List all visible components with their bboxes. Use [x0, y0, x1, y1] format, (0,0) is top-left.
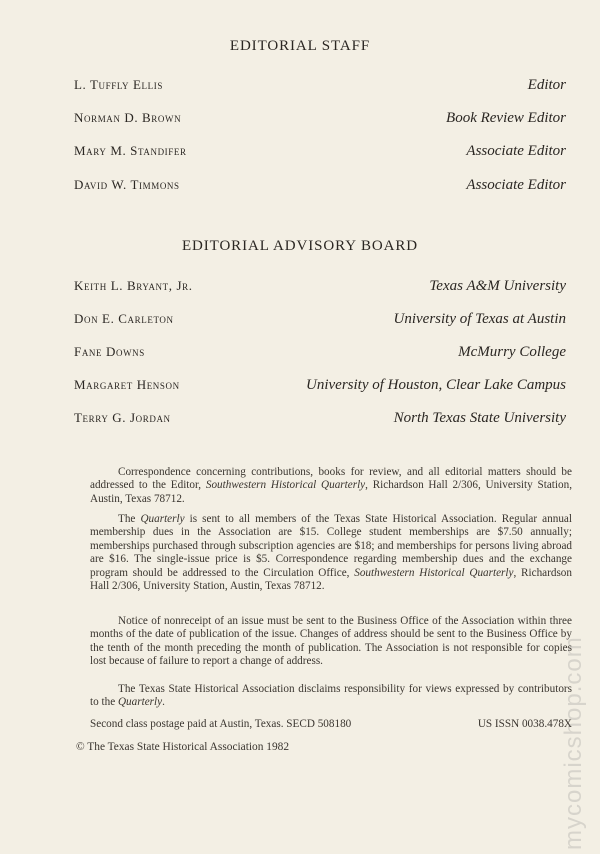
staff-name: Mary M. Standifer: [74, 143, 187, 158]
advisory-board-heading: EDITORIAL ADVISORY BOARD: [181, 238, 419, 254]
correspondence-paragraph: Correspondence concerning contributions, books for review, and all editorial matters should be addressed to the Editor, Southwestern Historical Quarterly, Richardson Hall 2/306, University Station, Austin, Texas 78712.: [90, 466, 572, 505]
board-name: Terry G. Jordan: [74, 410, 171, 425]
membership-paragraph: The Quarterly is sent to all members of the Texas State Historical Association. Regular annual membership dues in the Association are $15. College student memberships are $7.50 annually; memberships purchased through subscription agencies are $18; and memberships for persons living abroad are $16. The single-issue price is $5. Correspondence regarding membership dues and the exchange program should be addressed to the Circulation Office, Southwestern Historical Quarterly, Richardson Hall 2/306, University Station, Austin, Texas 78712.: [90, 513, 572, 593]
board-affiliation: McMurry College: [458, 344, 566, 360]
board-name: Don E. Carleton: [74, 311, 174, 326]
watermark: mycomicshop.com: [560, 636, 587, 850]
issn-number: US ISSN 0038.478X: [477, 718, 572, 730]
nonreceipt-paragraph: Notice of nonreceipt of an issue must be sent to the Business Office of the Association within three months of the date of publication of the issue. Changes of address should be sent to the Business Office by the tenth of the month preceding the month of publication. The Association is not responsible for copies lost because of failure to report a change of address.: [90, 615, 572, 668]
staff-role: Associate Editor: [466, 177, 566, 193]
staff-role: Associate Editor: [466, 143, 566, 159]
editorial-staff-heading: EDITORIAL STAFF: [229, 38, 371, 54]
board-name: Keith L. Bryant, Jr.: [74, 278, 193, 293]
staff-name: David W. Timmons: [74, 177, 180, 192]
staff-name: Norman D. Brown: [74, 110, 182, 125]
staff-row: [74, 143, 566, 163]
board-row: [74, 311, 566, 331]
board-affiliation: Texas A&M University: [429, 278, 566, 294]
board-affiliation: University of Texas at Austin: [393, 311, 566, 327]
postage-line: [90, 718, 572, 730]
postage-text: Second class postage paid at Austin, Texas. SECD 508180: [90, 718, 352, 730]
staff-row: [74, 110, 566, 130]
staff-role: Book Review Editor: [446, 110, 566, 126]
staff-row: [74, 177, 566, 197]
board-row: [74, 377, 566, 397]
board-name: Fane Downs: [74, 344, 145, 359]
board-row: [74, 344, 566, 364]
board-row: [74, 410, 566, 430]
board-row: [74, 278, 566, 298]
staff-name: L. Tuffly Ellis: [74, 77, 163, 92]
board-name: Margaret Henson: [74, 377, 180, 392]
copyright-notice: © The Texas State Historical Association 1982: [76, 741, 290, 753]
disclaimer-paragraph: The Texas State Historical Association disclaims responsibility for views expressed by contributors to the Quarterly.: [90, 683, 572, 709]
staff-row: [74, 77, 566, 97]
board-affiliation: North Texas State University: [393, 410, 566, 426]
staff-role: Editor: [527, 77, 566, 93]
board-affiliation: University of Houston, Clear Lake Campus: [306, 377, 566, 393]
